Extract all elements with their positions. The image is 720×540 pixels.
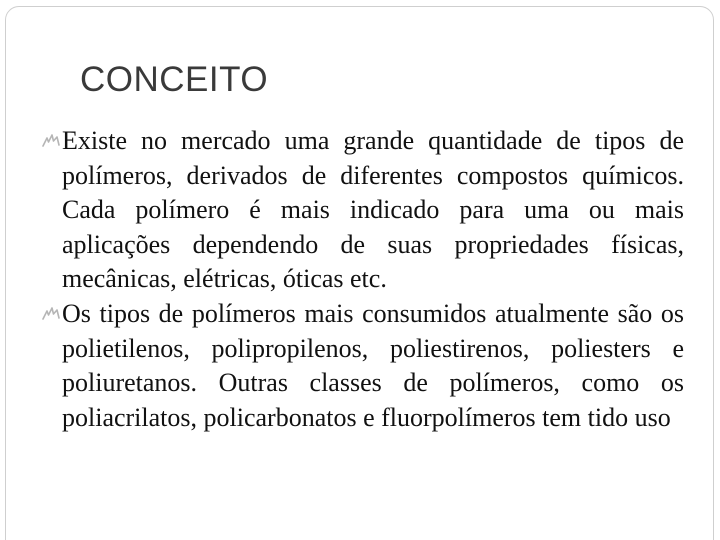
slide-body (42, 124, 684, 435)
decorative-bullet-icon (42, 307, 60, 321)
bullet-item (42, 297, 684, 435)
decorative-bullet-icon (42, 134, 60, 148)
slide-title: CONCEITO (80, 60, 269, 99)
bullet-item (42, 124, 684, 297)
bullet-text: Existe no mercado uma grande quantidade de tipos de polímeros, derivados de diferentes compostos químicos. Cada polímero é mais indicado para uma ou mais aplicações dependendo de suas propriedades físicas, mecânicas, elétricas, óticas etc. (62, 126, 684, 294)
bullet-text: Os tipos de polímeros mais consumidos atualmente são os polietilenos, polipropilenos, poliestirenos, poliesters e poliuretanos. Outras classes de polímeros, como os poliacrilatos, policarbonatos e fluorpolímeros tem tido uso (62, 298, 684, 432)
